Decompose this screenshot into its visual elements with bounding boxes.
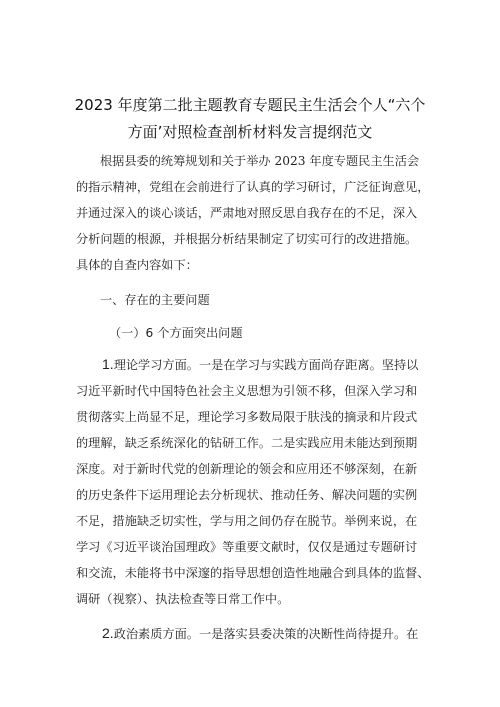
item-1-line: 不足，措施缺乏切实性，学与用之间仍存在脱节。举例来说，在 [76, 514, 418, 528]
item-2-number: 2. [102, 625, 114, 641]
intro-line: 的指示精神，党组在会前进行了认真的学习研讨，广泛征询意见， [76, 180, 430, 194]
intro-line: 根据县委的统筹规划和关于举办 2023 年度专题民主生活会 [100, 154, 420, 168]
item-1-line: 的历史条件下运用理论去分析现状、推动任务、解决问题的实例 [76, 488, 418, 502]
item-1-line: 贯彻落实上尚显不足，理论学习多数局限于肤浅的摘录和片段式 [76, 410, 418, 424]
item-1-line: 调研（视察）、执法检查等日常工作中。 [76, 592, 290, 606]
item-1-line: 学习《习近平谈治国理政》等重要文献时，仅仅是通过专题研讨 [76, 540, 418, 554]
item-1-first-line [102, 356, 418, 373]
item-1-line: 和交流，未能将书中深邃的指导思想创造性地融合到具体的监督、 [76, 566, 430, 580]
document-title-line-2: 方面’对照检查剖析材料发言提纲范文 [127, 123, 373, 141]
subsection-heading: （一）6 个方面突出问题 [109, 326, 243, 340]
item-1-line: 的理解，缺乏系统深化的钻研工作。二是实践应用未能达到预期 [76, 436, 418, 450]
document-title-line-1: 2023 年度第二批主题教育专题民主生活会个人“六个 [74, 96, 426, 114]
item-2-first-line [102, 625, 418, 642]
item-1-number: 1. [102, 356, 114, 372]
item-1-line: 理论学习方面。一是在学习与实践方面尚存距离。坚持以 [113, 358, 419, 372]
section-heading: 一、存在的主要问题 [100, 293, 210, 307]
intro-line: 并通过深入的谈心谈话，严肃地对照反思自我存在的不足，深入 [76, 206, 418, 220]
intro-line: 分析问题的根源，并根据分析结果制定了切实可行的改进措施。 [76, 232, 418, 246]
item-1-line: 习近平新时代中国特色社会主义思想为引领不移，但深入学习和 [76, 384, 418, 398]
intro-line: 具体的自查内容如下： [76, 258, 198, 272]
item-2-line: 政治素质方面。一是落实县委决策的决断性尚待提升。在 [113, 627, 419, 641]
item-1-line: 深度。对于新时代党的创新理论的领会和应用还不够深刻，在新 [76, 462, 418, 476]
